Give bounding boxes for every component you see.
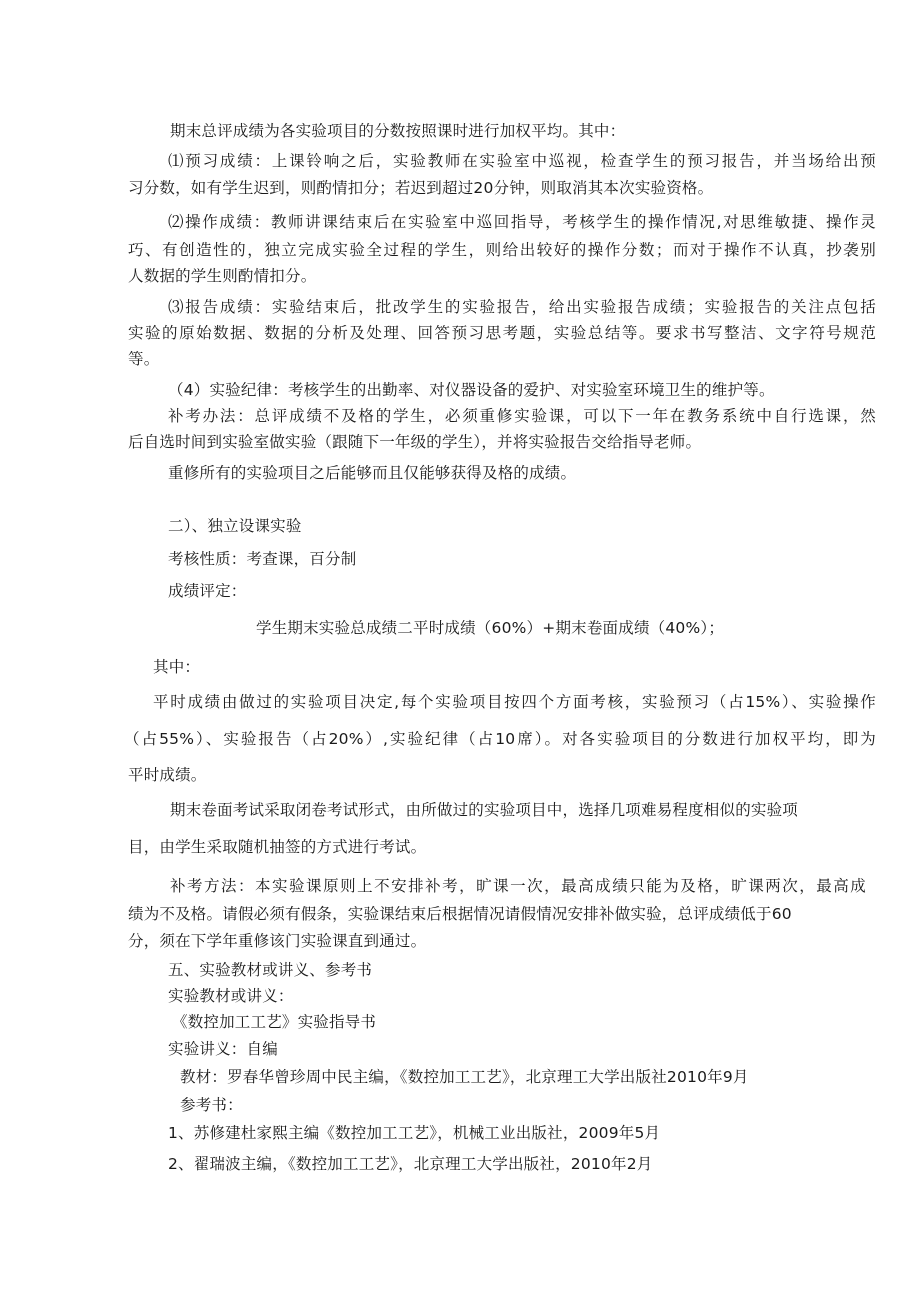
section-heading: 二）、独立设课实验 bbox=[168, 517, 302, 535]
text-line: 期末卷面考试采取闭卷考试形式，由所做过的实验项目中，选择几项难易程度相似的实验项 bbox=[170, 801, 799, 819]
text-line: 教材：罗春华曾珍周中民主编，《数控加工工艺》，北京理工大学出版社2010年9月 bbox=[180, 1068, 749, 1086]
text-line: 考核性质：考查课，百分制 bbox=[168, 550, 357, 568]
formula-line: 学生期末实验总成绩二平时成绩（60%）+期末卷面成绩（40%）； bbox=[256, 619, 725, 637]
text-line: （占55%）、实验报告（占20%）,实验纪律（占10席）。对各实验项目的分数进行加权平均，即为 bbox=[124, 730, 876, 748]
text-line: 后自选时间到实验室做实验（跟随下一年级的学生），并将实验报告交给指导老师。 bbox=[128, 433, 702, 451]
text-line: 巧、有创造性的，独立完成实验全过程的学生，则给出较好的操作分数；而对于操作不认真，抄袭别 bbox=[128, 241, 876, 259]
text-line: 目，由学生采取随机抽签的方式进行考试。 bbox=[128, 838, 427, 856]
text-line: 人数据的学生则酌情扣分。 bbox=[128, 267, 317, 285]
text-line: 实验教材或讲义： bbox=[168, 987, 294, 1005]
text-line: 实验讲义：自编 bbox=[168, 1040, 278, 1058]
text-line: ⑶报告成绩：实验结束后，批改学生的实验报告，给出实验报告成绩；实验报告的关注点包括 bbox=[168, 298, 876, 316]
text-line: ⑵操作成绩：教师讲课结束后在实验室中巡回指导，考核学生的操作情况,对思维敏捷、操作灵 bbox=[168, 213, 876, 231]
text-line: 《数控加工工艺》实验指导书 bbox=[172, 1013, 377, 1031]
text-line: 习分数，如有学生迟到，则酌情扣分；若迟到超过20分钟，则取消其本次实验资格。 bbox=[128, 179, 714, 197]
text-line: 平时成绩。 bbox=[128, 766, 207, 784]
text-line: 重修所有的实验项目之后能够而且仅能够获得及格的成绩。 bbox=[168, 464, 577, 482]
text-line: 平时成绩由做过的实验项目决定,每个实验项目按四个方面考核，实验预习（占15%）、实验操作 bbox=[153, 693, 876, 711]
text-line: 分，须在下学年重修该门实验课直到通过。 bbox=[128, 932, 427, 950]
text-line: ⑴预习成绩：上课铃响之后，实验教师在实验室中巡视，检查学生的预习报告，并当场给出预 bbox=[168, 152, 876, 170]
text-line: 补考方法：本实验课原则上不安排补考，旷课一次，最高成绩只能为及格，旷课两次，最高成 bbox=[170, 877, 866, 895]
text-line: 参考书： bbox=[180, 1096, 243, 1114]
text-line: 补考办法：总评成绩不及格的学生，必须重修实验课，可以下一年在教务系统中自行选课，然 bbox=[168, 407, 876, 425]
reference-item: 1、苏修建杜家熙主编《数控加工工艺》，机械工业出版社，2009年5月 bbox=[168, 1124, 661, 1142]
text-line: （4）实验纪律：考核学生的出勤率、对仪器设备的爱护、对实验室环境卫生的维护等。 bbox=[168, 381, 775, 399]
text-line: 等。 bbox=[128, 350, 160, 368]
reference-item: 2、翟瑞波主编，《数控加工工艺》，北京理工大学出版社，2010年2月 bbox=[168, 1155, 653, 1173]
text-line: 实验的原始数据、数据的分析及处理、回答预习思考题，实验总结等。要求书写整洁、文字符号规范 bbox=[128, 324, 876, 342]
section-heading: 五、实验教材或讲义、参考书 bbox=[168, 961, 373, 979]
text-line: 成绩评定： bbox=[168, 582, 247, 600]
text-line: 期末总评成绩为各实验项目的分数按照课时进行加权平均。其中： bbox=[170, 122, 626, 140]
text-line: 其中： bbox=[153, 658, 201, 676]
text-line: 绩为不及格。请假必须有假条，实验课结束后根据情况请假情况安排补做实验，总评成绩低于60 bbox=[128, 905, 792, 923]
